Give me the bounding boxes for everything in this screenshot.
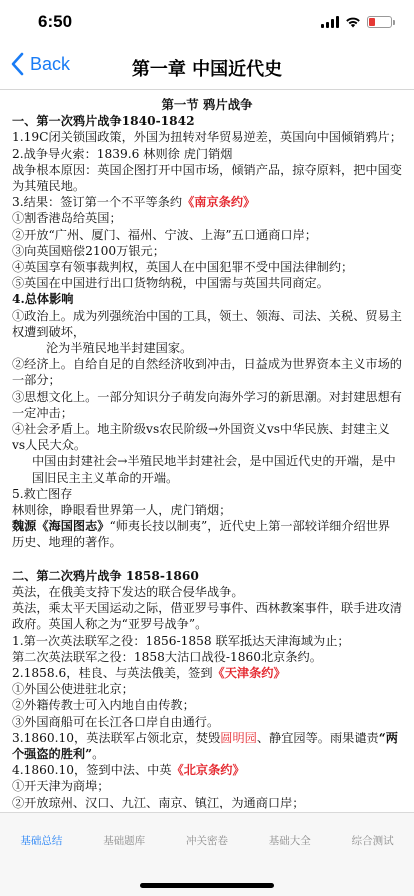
content-line: ③思想文化上。一部分知识分子萌发向海外学习的新思潮。对封建思想有一定冲击； <box>12 389 402 420</box>
content-line: ②开放“广州、厦门、福州、宁波、上海”五口通商口岸； <box>12 227 317 242</box>
content-line: 英法，乘太平天国运动之际，借亚罗号事件、西林教案事件，联手进攻清政府。英国人称之为“亚罗号战争”。 <box>12 601 402 632</box>
content-line: 2.战争导火索：1839.6 林则徐 虎门销烟 <box>12 146 233 161</box>
content-line: ④英国享有领事裁判权，英国人在中国犯罪不受中国法律制约； <box>12 260 354 275</box>
content-line <box>12 518 402 550</box>
section-title: 第一节 鸦片战争 <box>161 97 253 112</box>
content-span: 2.1858.6，桂良、与英法俄美，签到 <box>12 665 213 680</box>
content-line: 沦为半殖民地半封建国家。 <box>46 341 193 356</box>
content-line: ①政治上。成为列强统治中国的工具，领土、领海、司法、关税、贸易主权遭到破坏， <box>12 308 402 339</box>
content-line: 战争根本原因：英国企图打开中国市场，倾销产品，掠夺原料，把中国变为其殖民地。 <box>12 162 402 194</box>
tab-label: 综合测试 <box>351 835 394 847</box>
back-button-label: Back <box>30 53 71 74</box>
content-line <box>12 762 402 778</box>
content-span: 《北京条约》 <box>171 763 245 778</box>
content-line: ②外籍传教士可入内地自由传教； <box>12 698 195 713</box>
content-line: ①外国公使进驻北京； <box>12 682 134 697</box>
home-indicator <box>140 883 274 888</box>
content-line: ②开放琼州、汉口、九江、南京、镇江，为通商口岸； <box>12 795 305 809</box>
status-icons <box>321 16 392 28</box>
content-span: 4.1860.10，签到中法、中英 <box>12 763 172 778</box>
content-line <box>12 194 402 210</box>
content-span: “师夷长技以制夷”，近代史上第一部较详细介绍世界历史、地理的著作。 <box>12 519 391 550</box>
content-line: 第二次英法联军之役：1858大沽口战役-1860北京条约。 <box>12 649 322 664</box>
content-span: 圆明园 <box>220 730 257 745</box>
status-bar <box>0 0 414 44</box>
content-line: 4.总体影响 <box>12 292 74 307</box>
content-span: 。 <box>92 746 105 761</box>
battery-icon <box>367 16 392 28</box>
content-span: 、静宜园等。雨果谴责 <box>256 730 379 745</box>
content-line <box>12 730 402 762</box>
content-span: 《天津条约》 <box>212 665 286 680</box>
navigation-bar <box>0 44 414 90</box>
content-line: 中国由封建社会→半殖民地半封建社会，是中国近代史的开端，是中国旧民主主义革命的开端。 <box>32 454 396 485</box>
signal-icon <box>321 16 339 28</box>
article-lines <box>12 113 402 809</box>
page-title: 第一章 中国近代史 <box>131 59 283 80</box>
content-line <box>12 551 402 568</box>
wifi-icon <box>345 16 361 28</box>
content-line: ①割香港岛给英国； <box>12 211 122 226</box>
content-span: 《南京条约》 <box>182 195 256 210</box>
tab-label: 基础题库 <box>103 835 146 847</box>
content-span: 魏源《海国图志》 <box>12 519 110 534</box>
tab-label: 基础总结 <box>20 835 63 847</box>
content-line: ⑤英国在中国进行出口货物纳税，中国需与英国共同商定。 <box>12 276 329 291</box>
article-content[interactable] <box>12 97 402 809</box>
tab-label: 基础大全 <box>268 835 311 847</box>
content-span: “两个强盗的胜利” <box>12 730 398 761</box>
content-line: ③向英国赔偿2100万银元； <box>12 243 165 258</box>
content-line: ②经济上。自给自足的自然经济收到冲击，日益成为世界资本主义市场的一部分； <box>12 357 402 388</box>
content-line: ①开天津为商埠； <box>12 779 110 794</box>
content-line: 5.救亡图存 <box>12 486 73 501</box>
content-line <box>12 665 402 681</box>
content-line: 林则徐，睁眼看世界第一人，虎门销烟； <box>12 503 232 518</box>
tab-label: 冲关密卷 <box>185 835 228 847</box>
content-line: ④社会矛盾上。地主阶级vs农民阶级→外国资义vs中华民族、封建主义vs人民大众。 <box>12 422 390 453</box>
content-line: 二、第二次鸦片战争 1858-1860 <box>12 568 199 583</box>
tab-bar <box>0 812 414 896</box>
tab-basic-summary[interactable] <box>0 813 83 896</box>
content-line: 1.第一次英法联军之役：1856-1858 联军抵达天津海域为止； <box>12 633 350 648</box>
content-line: 一、第一次鸦片战争1840-1842 <box>12 114 195 129</box>
content-line: 英法，在俄美支持下发达的联合侵华战争。 <box>12 584 244 599</box>
content-line: 1.19C闭关锁国政策，外国为扭转对华贸易逆差，英国向中国倾销鸦片； <box>12 130 402 145</box>
content-span: 3.1860.10，英法联军占领北京，焚毁 <box>12 730 221 745</box>
content-line: ③外国商船可在长江各口岸自由通行。 <box>12 714 220 729</box>
tab-comprehensive-test[interactable] <box>331 813 414 896</box>
content-span: 3.结果：签订第一个不平等条约 <box>12 195 183 210</box>
status-time: 6:50 <box>38 12 73 31</box>
